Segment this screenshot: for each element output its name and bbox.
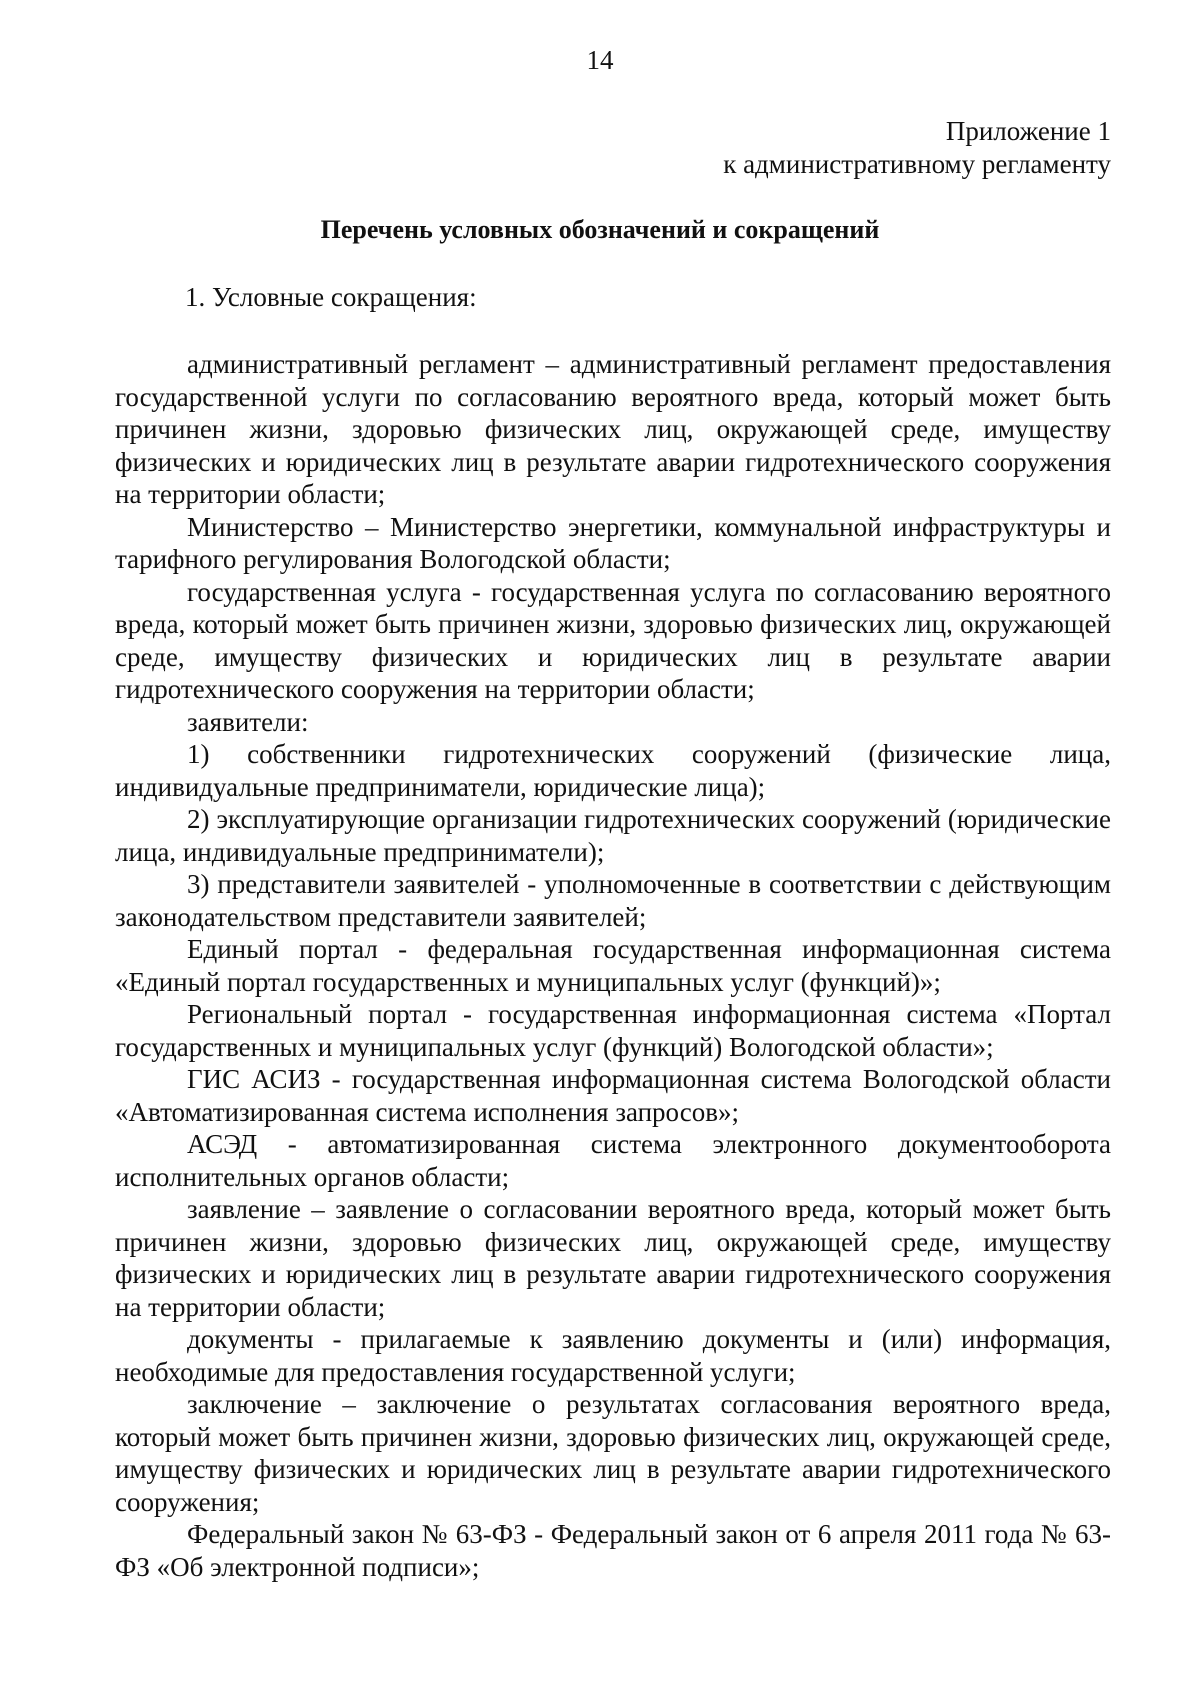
definition-paragraph: ГИС АСИЗ - государственная информационная система Вологодской области «Автоматизированная система исполнения запросов»; [115, 1064, 1111, 1127]
definition-paragraph: государственная услуга - государственная услуга по согласованию вероятного вреда, который может быть причинен жизни, здоровью физических лиц, окружающей среде, имуществу физических и юридических лиц в результате аварии гидротехнического сооружения на территории области; [115, 576, 1111, 704]
definition-paragraph: АСЭД - автоматизированная система электронного документооборота исполнительных органов области; [115, 1129, 1111, 1192]
definition-paragraph: административный регламент – административный регламент предоставления государственной услуги по согласованию вероятного вреда, который может быть причинен жизни, здоровью физических лиц, окружающей среде, имуществу физических и юридических лиц в результате аварии гидротехнического сооружения на территории области; [115, 349, 1111, 509]
definitions-list [115, 348, 1111, 1583]
definition-paragraph: 3) представители заявителей - уполномоченные в соответствии с действующим законодательством представители заявителей; [115, 869, 1111, 932]
definition-paragraph: Региональный портал - государственная информационная система «Портал государственных и муниципальных услуг (функций) Вологодской области»; [115, 999, 1111, 1062]
definition-paragraph: документы - прилагаемые к заявлению документы и (или) информация, необходимые для предоставления государственной услуги; [115, 1324, 1111, 1387]
appendix-header [511, 115, 1111, 181]
document-title: Перечень условных обозначений и сокращений [320, 215, 880, 244]
definition-paragraph: Министерство – Министерство энергетики, коммунальной инфраструктуры и тарифного регулирования Вологодской области; [115, 511, 1111, 574]
section-heading: 1. Условные сокращения: [185, 282, 477, 312]
definition-paragraph: 2) эксплуатирующие организации гидротехнических сооружений (юридические лица, индивидуальные предприниматели); [115, 804, 1111, 867]
definition-paragraph: заключение – заключение о результатах согласования вероятного вреда, который может быть причинен жизни, здоровью физических лиц, окружающей среде, имуществу физических и юридических лиц в результате аварии гидротехнического сооружения; [115, 1389, 1111, 1517]
page-number: 14 [586, 45, 614, 75]
appendix-line-2: к административному регламенту [723, 149, 1111, 179]
appendix-line-1: Приложение 1 [945, 116, 1111, 146]
definition-paragraph: заявление – заявление о согласовании вероятного вреда, который может быть причинен жизни, здоровью физических лиц, окружающей среде, имуществу физических и юридических лиц в результате аварии гидротехнического сооружения на территории области; [115, 1194, 1111, 1322]
definition-paragraph: 1) собственники гидротехнических сооружений (физические лица, индивидуальные предприниматели, юридические лица); [115, 739, 1111, 802]
definition-paragraph: Единый портал - федеральная государственная информационная система «Единый портал государственных и муниципальных услуг (функций)»; [115, 934, 1111, 997]
definition-paragraph: заявители: [187, 706, 309, 737]
definition-paragraph: Федеральный закон № 63-ФЗ - Федеральный закон от 6 апреля 2011 года № 63-ФЗ «Об электронной подписи»; [115, 1519, 1111, 1582]
